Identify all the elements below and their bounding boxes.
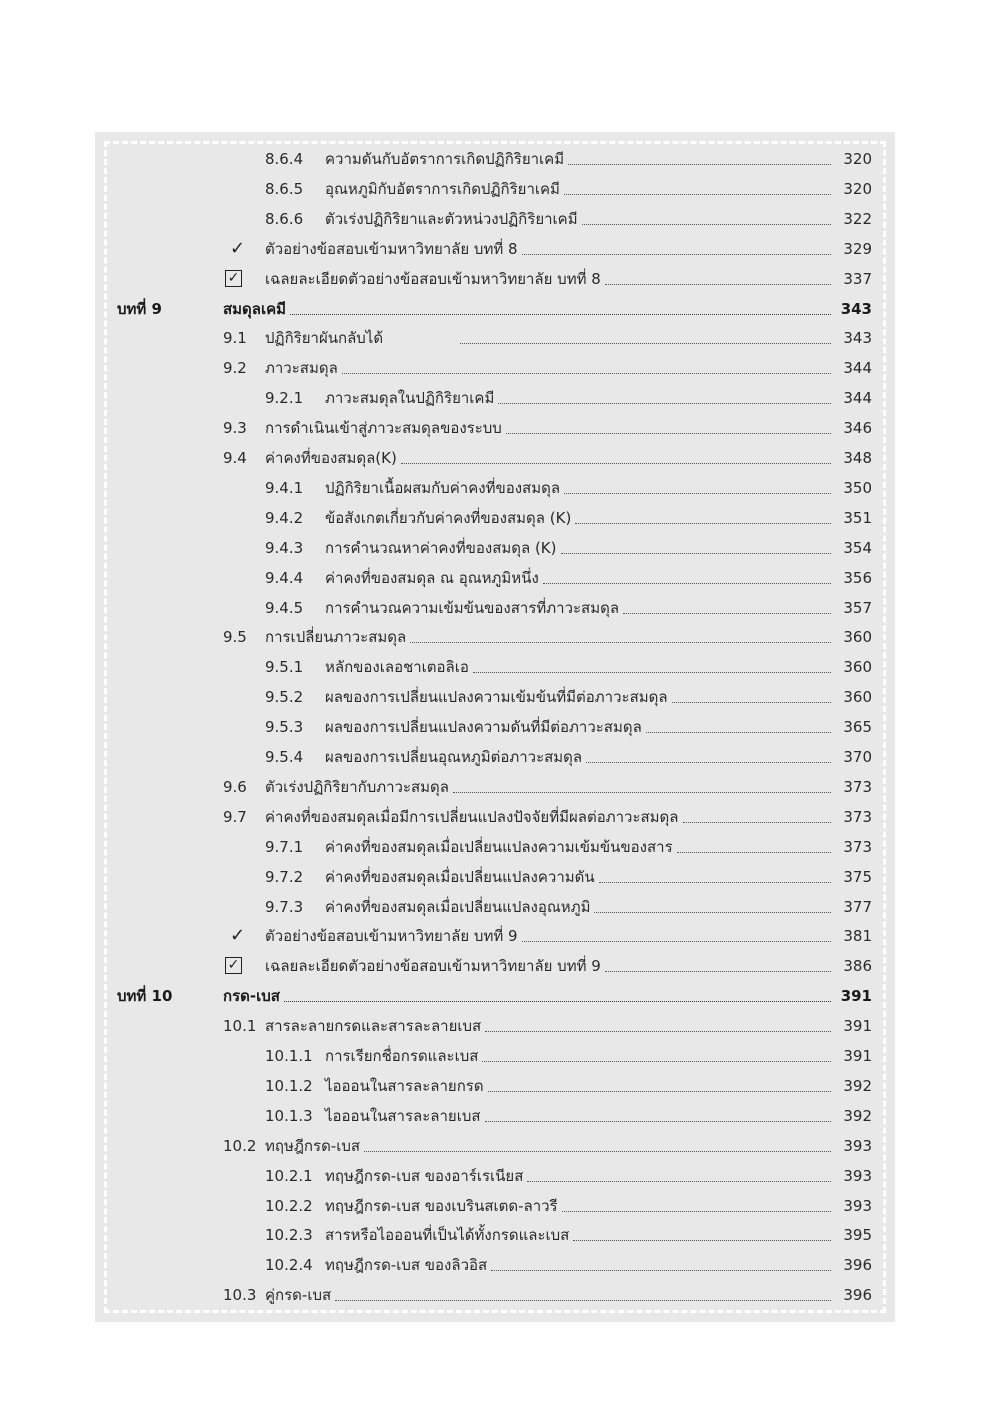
toc-entry-page-number: 396 [843, 1286, 872, 1305]
dot-leader [522, 254, 831, 255]
dot-leader [453, 792, 831, 793]
toc-entry-title: สมดุลเคมี [223, 299, 287, 318]
toc-entry[interactable] [95, 473, 895, 503]
dot-leader [410, 642, 831, 643]
toc-entry-title: ปฏิกิริยาเนื้อผสมกับค่าคงที่ของสมดุล [325, 478, 561, 497]
toc-entry[interactable] [95, 1161, 895, 1191]
toc-entry[interactable] [95, 1011, 895, 1041]
toc-entry-number: 9.6 [223, 777, 247, 796]
toc-entry-page-number: 350 [843, 478, 872, 497]
toc-entry-page-number: 373 [843, 807, 872, 826]
dot-leader [564, 493, 831, 494]
toc-entry[interactable] [95, 1041, 895, 1071]
toc-entry-page-number: 392 [843, 1106, 872, 1125]
toc-entry-page-number: 351 [843, 508, 872, 527]
toc-entry-title: สารละลายกรดและสารละลายเบส [265, 1017, 482, 1036]
toc-entry-page-number: 360 [843, 628, 872, 647]
toc-entry-number: 9.4.3 [265, 538, 304, 557]
toc-entry-title: ข้อสังเกตเกี่ยวกับค่าคงที่ของสมดุล (K) [325, 508, 572, 527]
dot-leader [364, 1151, 831, 1152]
toc-entry-page-number: 344 [843, 389, 872, 408]
toc-entry-number: 9.4.1 [265, 478, 304, 497]
toc-entry-title: การคำนวณหาค่าคงที่ของสมดุล (K) [325, 538, 557, 557]
toc-entry-page-number: 360 [843, 658, 872, 677]
toc-entry-page-number: 391 [843, 1047, 872, 1065]
toc-entry-number: 10.2.3 [265, 1226, 313, 1245]
toc-entry-title: การเรียกชื่อกรดและเบส [325, 1047, 479, 1065]
toc-entry[interactable] [95, 443, 895, 473]
toc-entry-page-number: 320 [843, 150, 872, 168]
toc-entry-number: 10.1 [223, 1017, 257, 1036]
toc-entry[interactable] [95, 563, 895, 593]
checkmark-icon: ✓ [230, 237, 246, 259]
dot-leader [672, 702, 831, 703]
toc-entry-number: 9.5.3 [265, 718, 304, 737]
toc-entry[interactable] [95, 353, 895, 383]
toc-entry-title: ตัวเร่งปฏิกิริยาและตัวหน่วงปฏิกิริยาเคมี [325, 209, 578, 228]
toc-entry-page-number: 357 [843, 598, 872, 617]
toc-entry[interactable] [95, 144, 895, 174]
dot-leader [527, 1181, 831, 1182]
toc-entry-number: 9.7.3 [265, 897, 304, 916]
toc-entry-number: 10.3 [223, 1286, 257, 1305]
toc-entry-page-number: 370 [843, 748, 872, 766]
toc-entry[interactable] [95, 264, 895, 294]
toc-entry-title: ทฤษฎีกรด-เบส ของเบรินสเตด-ลาวรี [325, 1196, 558, 1215]
toc-entry-page-number: 393 [843, 1136, 872, 1155]
toc-entry-page-number: 373 [843, 837, 872, 856]
toc-entry-page-number: 391 [843, 1017, 872, 1036]
toc-entry-number: 8.6.6 [265, 209, 304, 228]
toc-entry[interactable] [95, 1191, 895, 1221]
dot-leader [543, 583, 831, 584]
toc-entry-number: 10.1.2 [265, 1076, 313, 1095]
toc-entry-title: กรด-เบส [223, 987, 280, 1006]
toc-entry-page-number: 320 [843, 179, 872, 198]
toc-entry-title: ค่าคงที่ของสมดุลเมื่อมีการเปลี่ยนแปลงปัจจัยที่มีผลต่อภาวะสมดุล [265, 807, 679, 826]
toc-entry-number: 10.2.4 [265, 1256, 313, 1275]
dot-leader [594, 912, 831, 913]
toc-entry[interactable] [95, 593, 895, 623]
toc-entry-number: 9.4.4 [265, 568, 304, 587]
toc-entry-number: 9.3 [223, 419, 247, 438]
toc-entry-number: 9.2 [223, 359, 247, 378]
toc-entry[interactable] [95, 174, 895, 204]
dot-leader [564, 194, 831, 195]
toc-entry-title: ค่าคงที่ของสมดุล(K) [265, 449, 397, 467]
toc-entry-page-number: 375 [843, 867, 872, 886]
toc-entry[interactable] [95, 323, 895, 353]
toc-entry[interactable] [95, 802, 895, 832]
toc-entry-page-number: 322 [843, 209, 872, 228]
dot-leader [460, 343, 831, 344]
toc-entry[interactable] [95, 892, 895, 922]
toc-entry-title: ผลของการเปลี่ยนแปลงความเข้มข้นที่มีต่อภาวะสมดุล [325, 688, 668, 707]
toc-entry-title: หลักของเลอชาเตอลิเอ [325, 658, 469, 677]
dot-leader [522, 941, 831, 942]
toc-entry-title: ค่าคงที่ของสมดุลเมื่อเปลี่ยนแปลงความเข้มข้นของสาร [325, 837, 673, 856]
toc-entry-title: ตัวอย่างข้อสอบเข้ามหาวิทยาลัย บทที่ 8 [265, 239, 518, 258]
toc-entry[interactable] [95, 413, 895, 443]
toc-entry-number: 8.6.5 [265, 179, 304, 198]
toc-entry-page-number: 360 [843, 688, 872, 707]
toc-entry-number: 10.2.1 [265, 1166, 313, 1185]
toc-entry-page-number: 395 [843, 1226, 872, 1245]
dot-leader [568, 164, 831, 165]
toc-entry-page-number: 343 [843, 329, 872, 348]
toc-chapter-entry[interactable] [95, 294, 895, 324]
toc-entry-title: การดำเนินเข้าสู่ภาวะสมดุลของระบบ [265, 419, 502, 438]
dot-leader [582, 224, 831, 225]
toc-entry-title: อุณหภูมิกับอัตราการเกิดปฏิกิริยาเคมี [325, 179, 560, 198]
toc-entry-title: ตัวอย่างข้อสอบเข้ามหาวิทยาลัย บทที่ 9 [265, 927, 518, 946]
toc-entry-page-number: 344 [843, 359, 872, 378]
dot-leader [506, 433, 831, 434]
toc-entry-number: 9.4.5 [265, 598, 304, 617]
dot-leader [284, 1001, 831, 1002]
checkbox-icon: ✓ [225, 270, 242, 287]
toc-entry-page-number: 343 [840, 299, 872, 318]
toc-entry-page-number: 346 [843, 419, 872, 438]
toc-entry-number: 9.5 [223, 628, 247, 647]
toc-entry[interactable] [95, 862, 895, 892]
dot-leader [485, 1031, 831, 1032]
toc-entry[interactable] [95, 772, 895, 802]
toc-entry-number: 10.1.3 [265, 1106, 313, 1125]
dot-leader [401, 463, 831, 464]
toc-entry-number: 10.2 [223, 1136, 257, 1155]
toc-entry[interactable] [95, 383, 895, 413]
toc-entry-title: ทฤษฎีกรด-เบส [265, 1136, 361, 1155]
toc-entry[interactable] [95, 951, 895, 981]
dot-leader [605, 284, 831, 285]
toc-entry-title: เฉลยละเอียดตัวอย่างข้อสอบเข้ามหาวิทยาลัย บทที่ 9 [265, 957, 601, 976]
toc-entry-number: 10.2.2 [265, 1196, 313, 1215]
toc-entry-page-number: 392 [843, 1076, 872, 1095]
toc-entry-number: 9.5.2 [265, 688, 304, 707]
dot-leader [586, 762, 831, 763]
toc-entry-title: ความดันกับอัตราการเกิดปฏิกิริยาเคมี [325, 150, 565, 168]
toc-entry[interactable] [95, 832, 895, 862]
toc-entry-page-number: 393 [843, 1196, 872, 1215]
dot-leader [677, 852, 831, 853]
toc-entry-title: ตัวเร่งปฏิกิริยากับภาวะสมดุล [265, 777, 449, 796]
toc-entry-page-number: 393 [843, 1166, 872, 1185]
toc-entry-number: 9.5.4 [265, 748, 304, 766]
dot-leader [488, 1091, 831, 1092]
toc-entry-number: 9.1 [223, 329, 247, 348]
toc-chapter-entry[interactable] [95, 981, 895, 1011]
dot-leader [573, 1240, 831, 1241]
toc-entry[interactable] [95, 622, 895, 652]
checkbox-icon: ✓ [225, 957, 242, 974]
dot-leader [575, 523, 831, 524]
toc-entry-number: 9.2.1 [265, 389, 304, 408]
toc-entry-page-number: 356 [843, 568, 872, 587]
toc-entry-title: ไอออนในสารละลายกรด [325, 1076, 484, 1095]
toc-entry-title: ค่าคงที่ของสมดุล ณ อุณหภูมิหนึ่ง [325, 568, 539, 587]
toc-entry-title: ค่าคงที่ของสมดุลเมื่อเปลี่ยนแปลงอุณหภูมิ [325, 897, 591, 916]
toc-entry[interactable] [95, 204, 895, 234]
dot-leader [473, 672, 831, 673]
toc-entry-number: 9.4.2 [265, 508, 304, 527]
toc-entry[interactable] [95, 1220, 895, 1250]
toc-entry-number: 9.7 [223, 807, 247, 826]
toc-entry-number: 9.5.1 [265, 658, 304, 677]
dot-leader [290, 314, 831, 315]
dot-leader [683, 822, 831, 823]
toc-entry[interactable] [95, 652, 895, 682]
toc-entry-title: ภาวะสมดุล [265, 359, 338, 378]
checkmark-icon: ✓ [230, 925, 246, 947]
toc-entry-page-number: 329 [843, 239, 872, 258]
toc-entry-page-number: 381 [843, 927, 872, 946]
toc-entry-number: บทที่ 10 [117, 987, 173, 1006]
dot-leader [498, 403, 831, 404]
toc-entry-page-number: 337 [843, 269, 872, 288]
toc-entry[interactable] [95, 1071, 895, 1101]
toc-entry-number: 9.7.1 [265, 837, 304, 856]
dot-leader [342, 373, 831, 374]
dot-leader [599, 882, 831, 883]
toc-entry-page-number: 373 [843, 777, 872, 796]
toc-entry-title: สารหรือไอออนที่เป็นได้ทั้งกรดและเบส [325, 1226, 570, 1245]
toc-entry-title: ภาวะสมดุลในปฏิกิริยาเคมี [325, 389, 495, 408]
toc-entry[interactable] [95, 533, 895, 563]
toc-entry-page-number: 377 [843, 897, 872, 916]
toc-entry-page-number: 391 [840, 987, 872, 1006]
toc-entry-title: การเปลี่ยนภาวะสมดุล [265, 628, 407, 647]
toc-entry-title: ไอออนในสารละลายเบส [325, 1106, 481, 1125]
toc-entry-page-number: 365 [843, 718, 872, 737]
toc-entry-title: คู่กรด-เบส [265, 1286, 332, 1305]
toc-entry-title: ผลของการเปลี่ยนอุณหภูมิต่อภาวะสมดุล [325, 748, 583, 766]
toc-entry-number: บทที่ 9 [117, 299, 162, 318]
toc-entry-title: ทฤษฎีกรด-เบส ของอาร์เรเนียส [325, 1166, 524, 1185]
toc-entry[interactable] [95, 712, 895, 742]
toc-entry-page-number: 386 [843, 957, 872, 976]
toc-entry-page-number: 348 [843, 449, 872, 467]
dot-leader [623, 613, 831, 614]
toc-entry-number: 9.4 [223, 449, 247, 467]
toc-entry-title: ปฏิกิริยาผันกลับได้ [265, 329, 384, 348]
toc-entry-number: 9.7.2 [265, 867, 304, 886]
toc-entry[interactable] [95, 503, 895, 533]
toc-entry[interactable] [95, 234, 895, 264]
dot-leader [646, 732, 831, 733]
dot-leader [605, 971, 831, 972]
toc-entry[interactable] [95, 921, 895, 951]
toc-panel [95, 132, 895, 1322]
toc-entry-title: ค่าคงที่ของสมดุลเมื่อเปลี่ยนแปลงความดัน [325, 867, 595, 886]
toc-entry-title: การคำนวณความเข้มข้นของสารที่ภาวะสมดุล [325, 598, 620, 617]
dot-leader [482, 1061, 831, 1062]
toc-entry[interactable] [95, 682, 895, 712]
toc-entry-number: 10.1.1 [265, 1047, 313, 1065]
toc-entry-number: 8.6.4 [265, 150, 304, 168]
dot-leader [485, 1121, 831, 1122]
toc-entry[interactable] [95, 1250, 895, 1280]
toc-entry-title: ผลของการเปลี่ยนแปลงความดันที่มีต่อภาวะสมดุล [325, 718, 642, 737]
toc-entry[interactable] [95, 1131, 895, 1161]
dot-leader [491, 1270, 831, 1271]
toc-entry-page-number: 396 [843, 1256, 872, 1275]
toc-entry-page-number: 354 [843, 538, 872, 557]
toc-entry[interactable] [95, 1101, 895, 1131]
toc-entry-title: เฉลยละเอียดตัวอย่างข้อสอบเข้ามหาวิทยาลัย บทที่ 8 [265, 269, 601, 288]
dot-leader [562, 1211, 831, 1212]
toc-entry-title: ทฤษฎีกรด-เบส ของลิวอิส [325, 1256, 488, 1275]
dot-leader [561, 553, 831, 554]
toc-entry[interactable] [95, 1280, 895, 1310]
dot-leader [335, 1300, 831, 1301]
toc-entry[interactable] [95, 742, 895, 772]
